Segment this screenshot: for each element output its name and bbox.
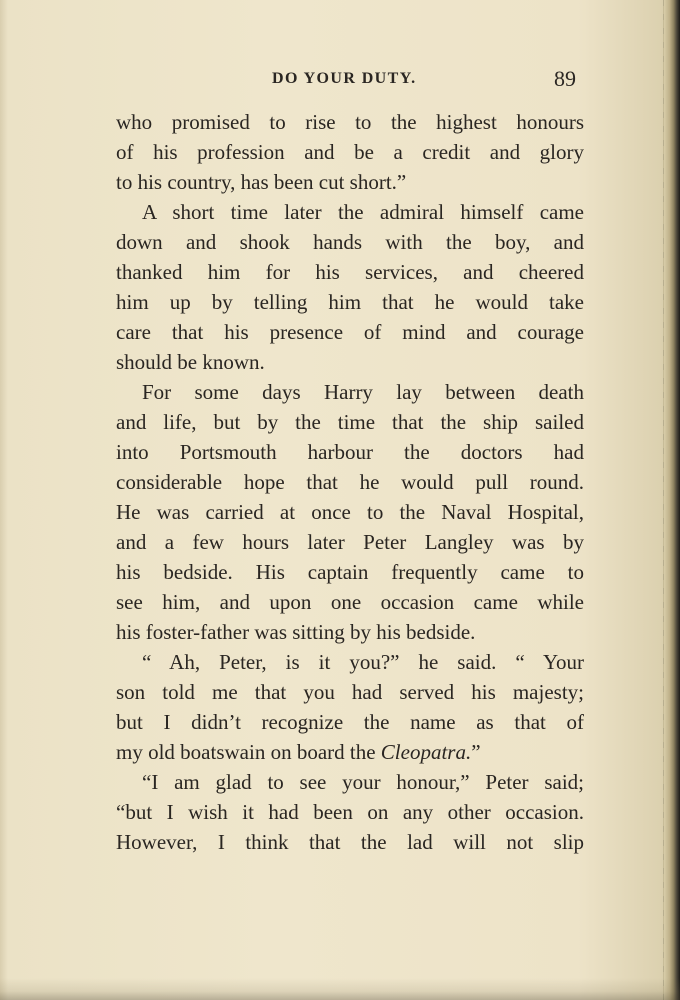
text-line: care that his presence of mind and courage (116, 320, 584, 344)
text-line: of his profession and be a credit and glory (116, 140, 584, 164)
text-line: “ Ah, Peter, is it you?” he said. “ Your (142, 650, 584, 674)
page-left-edge (0, 0, 8, 1000)
text-line: down and shook hands with the boy, and (116, 230, 584, 254)
page-number: 89 (554, 66, 576, 91)
text-line: his foster-father was sitting by his bedside. (116, 620, 476, 644)
text-line: into Portsmouth harbour the doctors had (116, 440, 584, 464)
page-bottom-edge (0, 978, 680, 1000)
running-head: DO YOUR DUTY. (272, 70, 417, 87)
text-line: considerable hope that he would pull round. (116, 470, 584, 494)
text-line: “I am glad to see your honour,” Peter said; (142, 770, 584, 794)
text-line: son told me that you had served his majesty; (116, 680, 584, 704)
text-line: his bedside. His captain frequently came to (116, 560, 584, 584)
body-text (116, 107, 584, 857)
book-spine-shadow (664, 0, 680, 1000)
text-segment: ” (471, 740, 481, 764)
text-line: but I didn’t recognize the name as that of (116, 710, 584, 734)
text-line: him up by telling him that he would take (116, 290, 584, 314)
ship-name: Cleopatra. (380, 740, 472, 764)
text-line: see him, and upon one occasion came while (116, 590, 584, 614)
text-line: thanked him for his services, and cheered (116, 260, 584, 284)
text-line: However, I think that the lad will not slip (116, 830, 584, 854)
text-line: and life, but by the time that the ship sailed (116, 410, 584, 434)
text-line: He was carried at once to the Naval Hospital, (116, 500, 584, 524)
text-line: who promised to rise to the highest honours (116, 110, 584, 134)
text-line: “but I wish it had been on any other occasion. (116, 800, 584, 824)
page-header (116, 66, 584, 94)
text-line: For some days Harry lay between death (142, 380, 584, 404)
text-segment: my old boatswain on board the (116, 740, 381, 764)
text-line: and a few hours later Peter Langley was by (116, 530, 584, 554)
text-line: should be known. (116, 350, 265, 374)
text-line (116, 737, 584, 767)
text-line: A short time later the admiral himself came (142, 200, 584, 224)
text-line: to his country, has been cut short.” (116, 170, 407, 194)
